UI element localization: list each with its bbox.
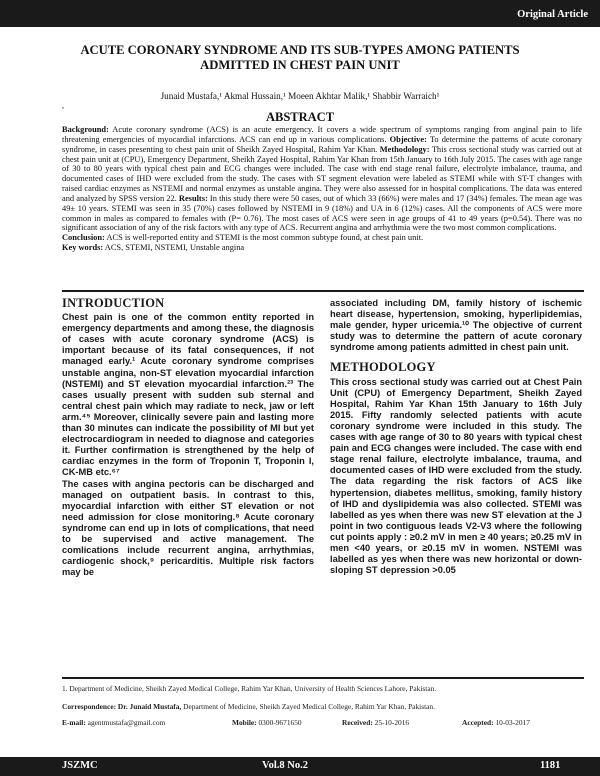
accepted-label: Accepted: (462, 718, 494, 727)
correspondence-label: Correspondence: Dr. Junaid Mustafa, (62, 702, 182, 711)
abstract-body (62, 125, 582, 253)
volume-issue: Vol.8 No.2 (262, 760, 308, 771)
received-field (342, 718, 462, 727)
footnote-divider (62, 677, 584, 679)
article-type-label: Original Article (517, 9, 588, 20)
stray-mark: , (62, 101, 64, 110)
mobile-value: 0300-9671650 (256, 718, 302, 727)
mobile-field (232, 718, 342, 727)
contact-row (62, 718, 582, 727)
accepted-field (462, 718, 582, 727)
title-line-1: ACUTE CORONARY SYNDROME AND ITS SUB-TYPES AMONG PATIENTS (80, 43, 520, 57)
journal-name: JSZMC (62, 760, 98, 771)
conclusion-text: ACS is well-reported entity and STEMI is the most common subtype found, at chest pain unit. (104, 233, 424, 243)
article-title (30, 43, 570, 73)
methodology-heading: METHODOLOGY (330, 360, 436, 375)
author-list: Junaid Mustafa,¹ Akmal Hussain,¹ Moeen Akhtar Malik,¹ Shabbir Warraich¹ (160, 91, 440, 101)
correspondence-text: Department of Medicine, Sheikh Zayed Medical College, Rahim Yar Khan, Pakistan. (181, 702, 435, 711)
email-label: E-mail: (62, 718, 86, 727)
keywords-label: Key words: (62, 243, 104, 253)
conclusion-label: Conclusion: (62, 233, 105, 243)
affiliation-footnote: 1. Department of Medicine, Sheikh Zayed Medical College, Rahim Yar Khan, University of Health Sciences Lahore, Pakistan. (62, 684, 437, 693)
results-label: Results: (176, 193, 208, 203)
methodology-text: This cross sectional study was carried out at chest pain unit at (CPU), Emergency Department, Sheikh Zayed Hospital, Rahim Yar Khan from 15th January to 16th July 2015. The cases with age range of 30 to 80 years with typical chest pain and ECG changes were included. The case with end stage renal failure, electrolyte imbalance, trauma, and documented cases of IHD were excluded from the study. The cases with ST segment elevation were labeled as STEMI while with ST-T changes with raised cardiac enzymes as NSTEMI and normal enzymes as unstable angina. They were also assessed for in hospital complications. The data was entered and analyzed by SPSS version 22. (62, 144, 582, 203)
correspondence-line (62, 702, 435, 711)
mobile-label: Mobile: (232, 718, 257, 727)
background-label: Background: (62, 125, 109, 134)
methodology-paragraph: This cross sectional study was carried out at Chest Pain Unit (CPU) of Emergency Department, Sheikh Zayed Hospital, Rahim Yar Khan 15th January to 16th July 2015. Fifty randomly selected patients with acute coronary syndrome were included in this study. The cases with age range of 30 to 80 years with typical chest pain and ECG changes were included. The case with end stage renal failure, electrolyte imbalance, trauma, and documented cases of IHD were excluded from the study. The data regarding the risk factors of ACS like hypertension, diabetes mellitus, smoking, family history of IHD and dyslipidemia was also collected. STEMI was labelled as yes when there was new ST elevation at the J point in two contiguous leads V2-V3 where the following cut points apply : ≥0.2 mV in men ≥ 40 years; ≥0.25 mV in men <40 years, or ≥0.15 mV in women. NSTEMI was labelled as yes when there was new horizontal or down-sloping ST depression >0.05 (330, 376, 582, 576)
results-text: In this study there were 50 cases, out of which 33 (66%) were males and 17 (34%) females. The mean age was 49± 10 years. STEMI was seen in 35 (70%) cases followed by NSTEMI in 9 (18%) and UA in 6 (12%) cases. All the components of ACS were more common in males as compared to females with (P= 0.76). The most cases of ACS were seen in age groups of 41 to 49 years (p=0.54). There was no significant association of any of the risk factors with any type of ACS. Recurrent angina and arrhythmia were the two most common complications. (62, 193, 582, 233)
left-column (62, 298, 314, 578)
introduction-paragraph-1: Chest pain is one of the common entity reported in emergency departments and among these, the diagnosis of cases with acute coronary syndrome (ACS) is important because of its fatal consequences, if not managed early.¹ Acute coronary syndrome comprises unstable angina, non-ST elevation myocardial infarction (NSTEMI) and ST elevation myocardial infarction.²³ The cases usually present with sudden sub sternal and central chest pain which may radiate to neck, jaw or left arm.⁴⁵ Moreover, clinically severe pain and lasting more than 30 minutes can indicate the possibility of MI but yet electrocardiogram in needed to diagnose and categories it. Further confirmation is strengthened by the help of cardiac enzymes in the form of Troponin T, Troponin I, CK-MB etc.⁶⁷ (62, 312, 314, 478)
footer-bar (0, 757, 600, 776)
title-line-2: ADMITTED IN CHEST PAIN UNIT (200, 58, 400, 72)
introduction-continued: associated including DM, family history of ischemic heart disease, hypertension, smoking, hyperlipidemias, male gender, hyper uricemia.¹⁰ The objective of current study was to determine the pattern of acute coronary syndrome among patients admitted in chest pain unit. (330, 298, 582, 353)
received-value: 25-10-2016 (372, 718, 410, 727)
abstract-heading: ABSTRACT (265, 110, 335, 124)
accepted-value: 10-03-2017 (493, 718, 530, 727)
keywords-text: ACS, STEMI, NSTEMI, Unstable angina (103, 243, 245, 253)
header-bar (0, 0, 600, 27)
methodology-label: Methodology: (377, 144, 430, 154)
background-text: Acute coronary syndrome (ACS) is an acute emergency. It covers a wide spectrum of symptoms ranging from anginal pain to life threatening emergencies of myocardial infarctions. ACS can end up in various complications. (62, 125, 582, 144)
email-value: agentmustafa@gmail.com (85, 718, 166, 727)
objective-label: Objective: (386, 134, 427, 144)
page-number: 1181 (540, 760, 561, 771)
right-column (330, 298, 582, 576)
abstract-divider (62, 290, 584, 292)
introduction-heading: INTRODUCTION (62, 296, 165, 310)
received-label: Received: (342, 718, 373, 727)
email-field (62, 718, 232, 727)
objective-text: To determine the patterns of acute coronary syndrome, in cases presenting to chest pain unit of Sheikh Zayed Hospital, Rahim Yar Khan. (62, 134, 582, 154)
introduction-paragraph-2: The cases with angina pectoris can be discharged and managed on outpatient basis. In contrast to this, myocardial infarction with either ST elevation or not need admission for close monitoring.⁸ Acute coronary syndrome can end up in lots of complications, that need to be supervised and active management. The comlications include recurrent angina, arrhythmias, cardiogenic shock,⁹ pericarditis. Multiple risk factors may be (62, 478, 314, 578)
